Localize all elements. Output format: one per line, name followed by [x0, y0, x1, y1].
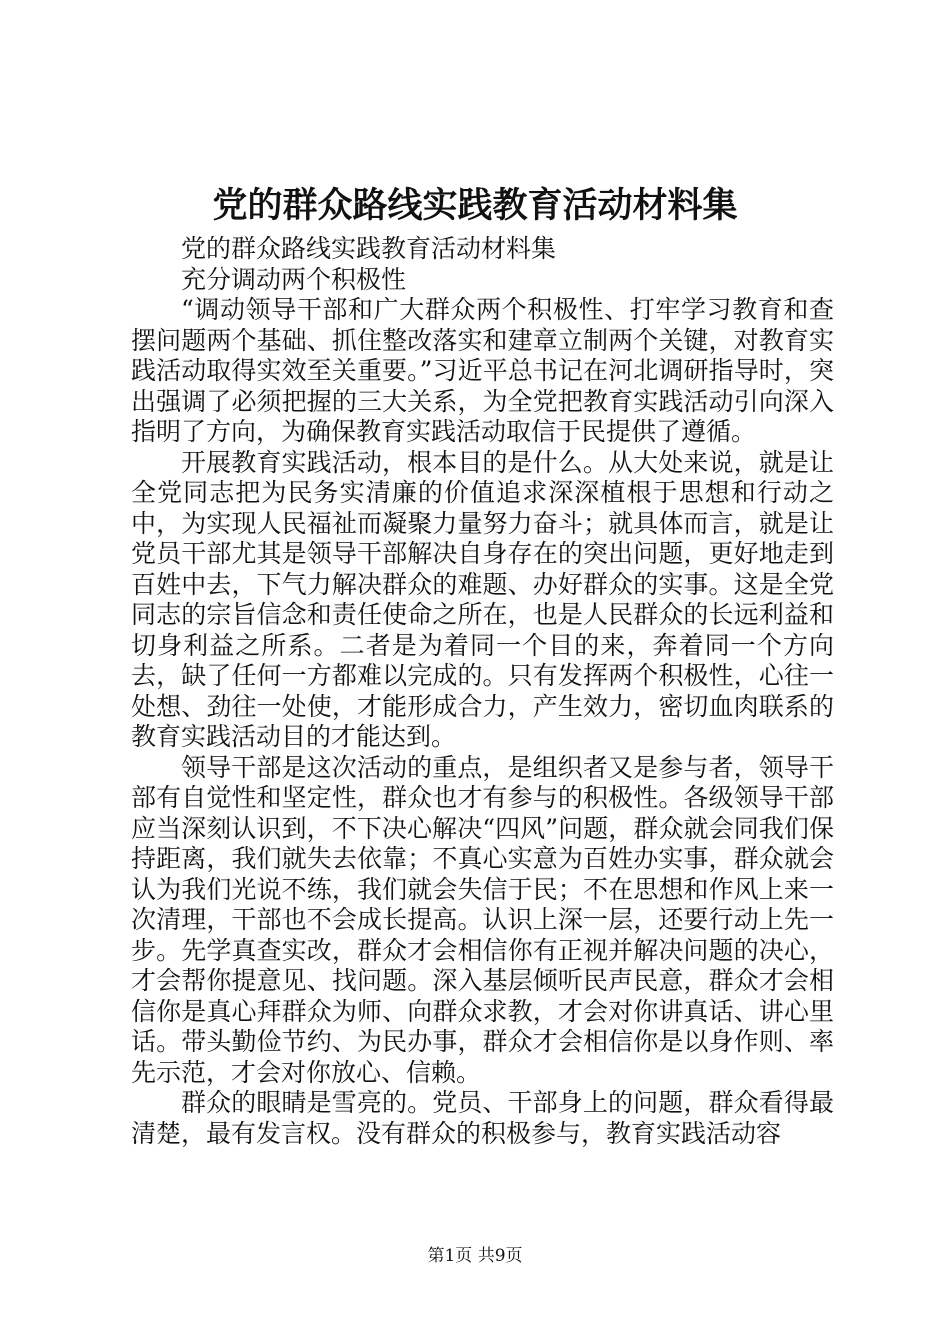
page-number-footer: 第1页 共9页 [427, 1246, 523, 1266]
paragraph-heading: 充分调动两个积极性 [181, 264, 407, 294]
paragraph: “调动领导干部和广大群众两个积极性、打牢学习教育和查摆问题两个基础、抓住整改落实和建章立制两个关键，对教育实践活动取得实效至关重要。”习近平总书记在河北调研指导时，突出强调了必须把握的三大关系，为全党把教育实践活动引向深入指明了方向，为确保教育实践活动取信于民提供了遵循。 [131, 295, 834, 446]
paragraph: 领导干部是这次活动的重点，是组织者又是参与者，领导干部有自觉性和坚定性，群众也才有参与的积极性。各级领导干部应当深刻认识到，不下决心解决“四风”问题，群众就会同我们保持距离，我们就失去依靠；不真心实意为百姓办实事，群众就会认为我们光说不练，我们就会失信于民；不在思想和作风上来一次清理，干部也不会成长提高。认识上深一层，还要行动上先一步。先学真查实改，群众才会相信你有正视并解决问题的决心，才会帮你提意见、找问题。深入基层倾听民声民意，群众才会相信你是真心拜群众为师、向群众求教，才会对你讲真话、讲心里话。带头勤俭节约、为民办事，群众才会相信你是以身作则、率先示范，才会对你放心、信赖。 [131, 752, 834, 1087]
paragraph: 群众的眼睛是雪亮的。党员、干部身上的问题，群众看得最清楚，最有发言权。没有群众的积极参与，教育实践活动容 [131, 1088, 834, 1148]
paragraph: 开展教育实践活动，根本目的是什么。从大处来说，就是让全党同志把为民务实清廉的价值追求深深植根于思想和行动之中，为实现人民福祉而凝聚力量努力奋斗；就具体而言，就是让党员干部尤其是领导干部解决自身存在的突出问题，更好地走到百姓中去，下气力解决群众的难题、办好群众的实事。这是全党同志的宗旨信念和责任使命之所在，也是人民群众的长远利益和切身利益之所系。二者是为着同一个目的来，奔着同一个方向去，缺了任何一方都难以完成的。只有发挥两个积极性，心往一处想、劲往一处使，才能形成合力，产生效力，密切血肉联系的教育实践活动目的才能达到。 [131, 447, 834, 751]
document-title: 党的群众路线实践教育活动材料集 [212, 185, 738, 226]
paragraph-subtitle: 党的群众路线实践教育活动材料集 [181, 234, 557, 263]
document-body [131, 234, 834, 1149]
